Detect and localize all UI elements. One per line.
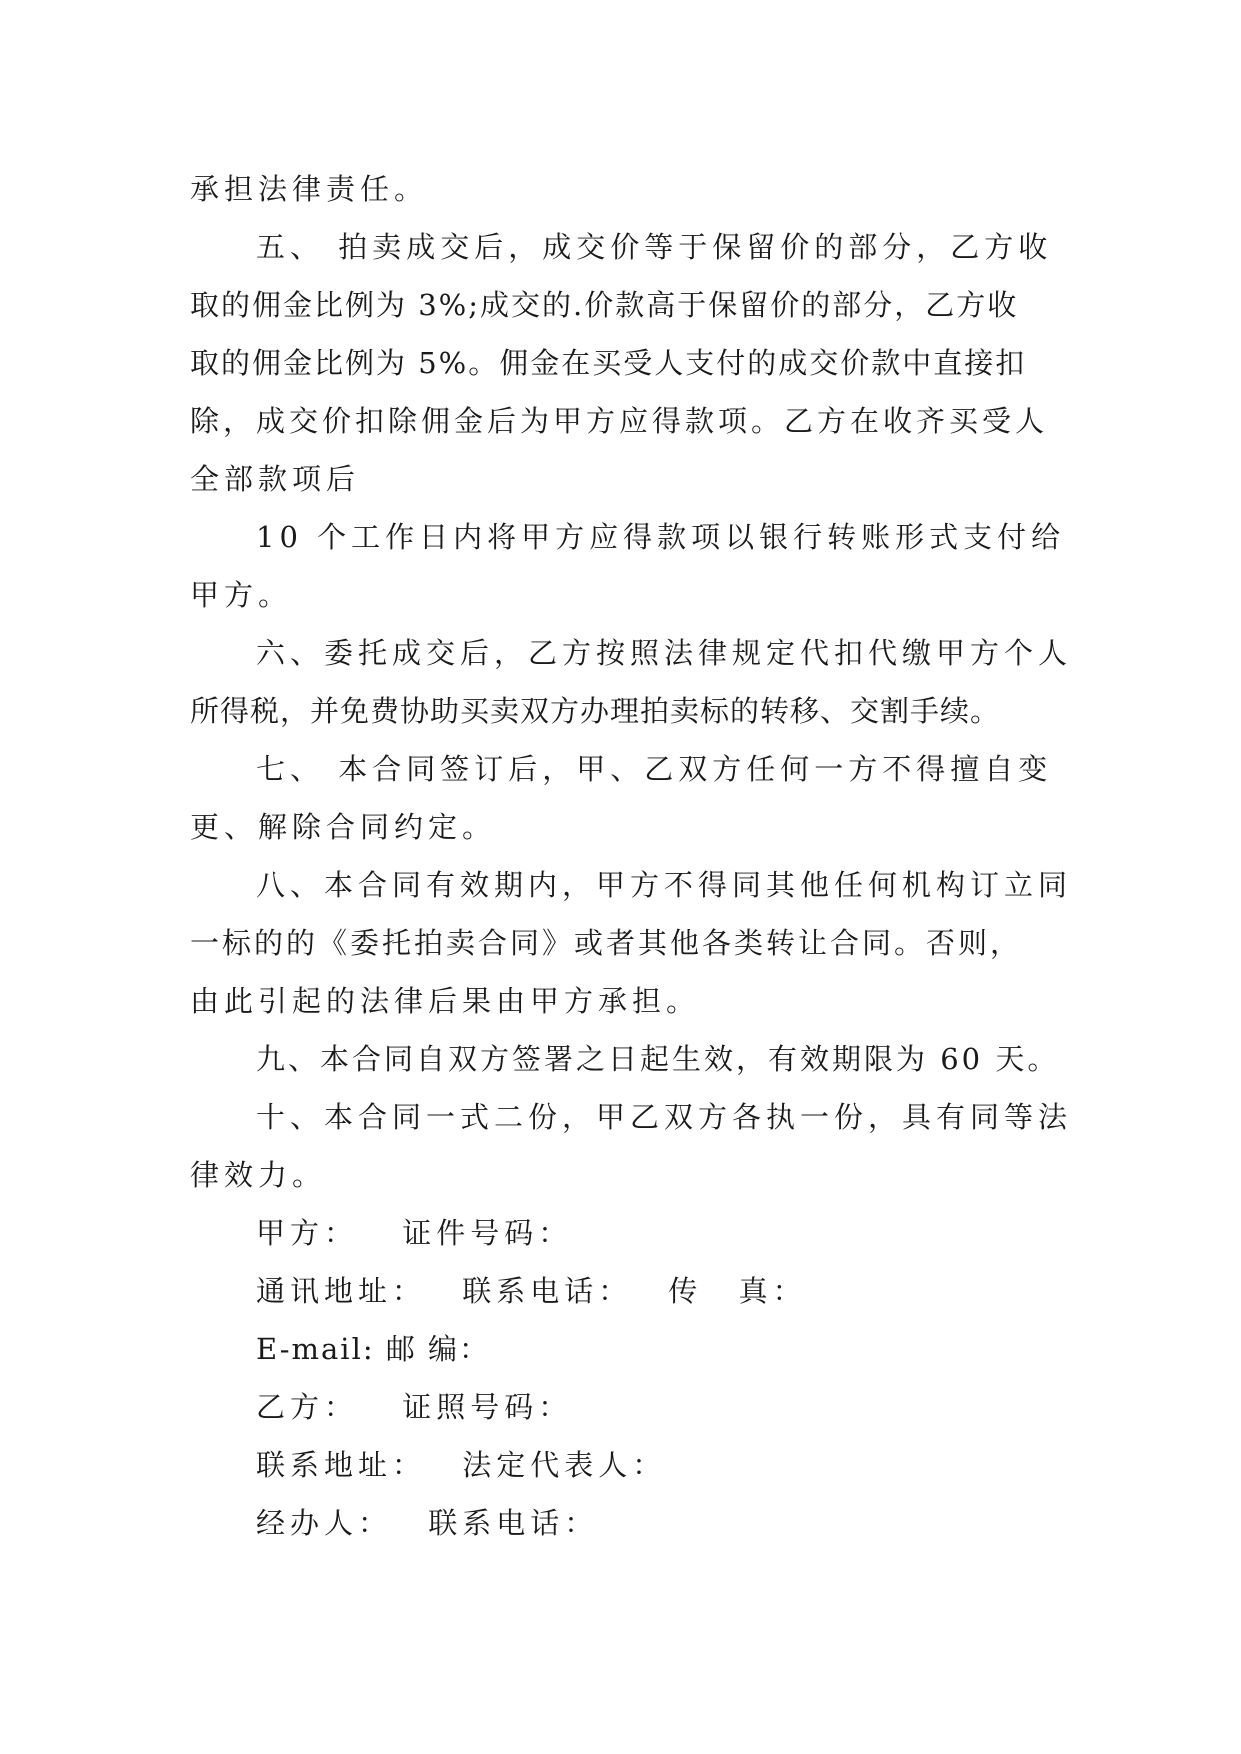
text-line: 取的佣金比例为 3%;成交的.价款高于保留价的部分，乙方收 <box>190 288 1019 322</box>
text-line: 所得税，并免费协助买卖双方办理拍卖标的转移、交割手续。 <box>190 694 1001 728</box>
text-line: 全部款项后 <box>190 462 361 496</box>
party-b-line: 乙方： 证照号码： <box>256 1390 573 1424</box>
clause-10-line: 十、本合同一式二份，甲乙双方各执一份，具有同等法 <box>256 1100 1073 1134</box>
party-a-line: 甲方： 证件号码： <box>256 1216 573 1250</box>
clause-8-line: 八、本合同有效期内，甲方不得同其他任何机构订立同 <box>256 868 1073 902</box>
clause-7-line: 七、 本合同签订后，甲、乙双方任何一方不得擅自变 <box>256 752 1053 786</box>
clause-6-line: 六、委托成交后，乙方按照法律规定代扣代缴甲方个人 <box>256 636 1073 670</box>
text-line: 承担法律责任。 <box>190 172 429 206</box>
text-line: 更、解除合同约定。 <box>190 810 497 844</box>
party-b-agent-line: 经办人： 联系电话： <box>256 1506 599 1540</box>
party-a-address-line: 通讯地址： 联系电话： 传 真： <box>256 1274 807 1308</box>
contract-body <box>190 160 1073 1552</box>
clause-9-line: 九、本合同自双方签署之日起生效，有效期限为 60 天。 <box>256 1042 1060 1076</box>
text-line: 取的佣金比例为 5%。佣金在买受人支付的成交价款中直接扣 <box>190 346 1027 380</box>
text-line: 甲方。 <box>190 578 293 612</box>
text-line: 除，成交价扣除佣金后为甲方应得款项。乙方在收齐买受人 <box>190 404 1049 438</box>
clause-5-line: 五、 拍卖成交后，成交价等于保留价的部分，乙方收 <box>256 230 1053 264</box>
text-line: 一标的的《委托拍卖合同》或者其他各类转让合同。否则， <box>190 926 1023 960</box>
text-line: 由此引起的法律后果由甲方承担。 <box>190 984 701 1018</box>
party-b-address-line: 联系地址： 法定代表人： <box>256 1448 667 1482</box>
text-line: 律效力。 <box>190 1158 327 1192</box>
text-line: 10 个工作日内将甲方应得款项以银行转账形式支付给 <box>256 520 1066 554</box>
party-a-email-line: E-mail: 邮 编： <box>256 1332 491 1366</box>
